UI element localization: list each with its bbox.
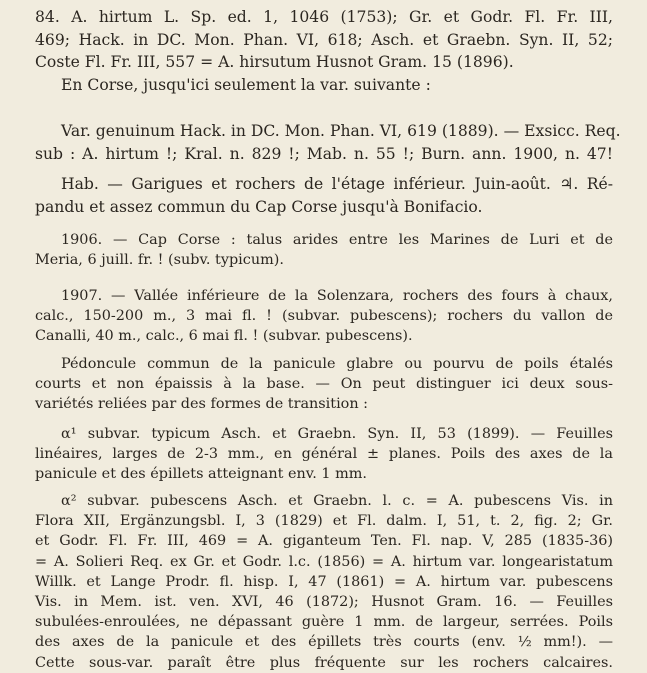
subvar-typicum [35, 424, 613, 485]
record-1907 [35, 286, 613, 347]
text-line: Var. genuinum Hack. in DC. Mon. Phan. VI, 619 (1889). — Exsicc. Req. [61, 122, 621, 140]
text-line: 1907. — Vallée inférieure de la Solenzara, rochers des fours à chaux, [61, 288, 613, 304]
text-line: = A. Solieri Req. ex Gr. et Godr. l.c. (1856) = A. hirtum var. longearistatum [35, 553, 613, 570]
habitat [35, 173, 613, 218]
text-line: Pédoncule commun de la panicule glabre ou pourvu de poils étalés [61, 356, 613, 372]
text-line: Coste Fl. Fr. III, 557 = A. hirsutum Husnot Gram. 15 (1896). [35, 53, 514, 71]
text-line: courts et non épaissis à la base. — On peut distinguer ici deux sous- [35, 376, 613, 393]
text-line: panicule et des épillets atteignant env. 1 mm. [35, 466, 367, 483]
record-1906 [35, 230, 613, 270]
text-line: Flora XII, Ergänzungsbl. I, 3 (1829) et Fl. dalm. I, 51, t. 2, fig. 2; Gr. [35, 513, 613, 530]
variety-genuinum [35, 120, 621, 165]
text-line: sub : A. hirtum !; Kral. n. 829 !; Mab. n. 55 !; Burn. ann. 1900, n. 47! [35, 144, 613, 163]
text-line: 469; Hack. in DC. Mon. Phan. VI, 618; Asch. et Graebn. Syn. II, 52; [35, 30, 613, 49]
text-line: Hab. — Garigues et rochers de l'étage inférieur. Juin-août. ♃. Ré- [61, 175, 613, 193]
text-line: En Corse, jusqu'ici seulement la var. suivante : [61, 75, 431, 94]
text-line: 84. A. hirtum L. Sp. ed. 1, 1046 (1753); Gr. et Godr. Fl. Fr. III, [35, 8, 613, 26]
peduncle-paragraph [35, 354, 613, 415]
text-line: subulées-enroulées, ne dépassant guère 1 mm. de largeur, serrées. Poils [35, 614, 613, 631]
species-entry [35, 6, 613, 96]
text-line: calc., 150-200 m., 3 mai fl. ! (subvar. pubescens); rochers du vallon de [35, 308, 613, 325]
subvar-pubescens [35, 491, 613, 673]
text-line: des axes de la panicule et des épillets très courts (env. ½ mm!). — [35, 634, 613, 651]
text-line: Vis. in Mem. ist. ven. XVI, 46 (1872); Husnot Gram. 16. — Feuilles [35, 594, 613, 611]
text-line: Cette sous-var. paraît être plus fréquente sur les rochers calcaires. [35, 654, 613, 671]
text-line: Canalli, 40 m., calc., 6 mai fl. ! (subvar. pubescens). [35, 328, 413, 345]
text-line: Meria, 6 juill. fr. ! (subv. typicum). [35, 252, 284, 269]
text-line: pandu et assez commun du Cap Corse jusqu'à Bonifacio. [35, 197, 483, 216]
text-line: Willk. et Lange Prodr. fl. hisp. I, 47 (1861) = A. hirtum var. pubescens [35, 573, 613, 590]
text-line: variétés reliées par des formes de transition : [35, 396, 369, 413]
text-line: α¹ subvar. typicum Asch. et Graebn. Syn. II, 53 (1899). — Feuilles [61, 426, 613, 442]
text-line: 1906. — Cap Corse : talus arides entre les Marines de Luri et de [61, 232, 613, 248]
text-line: α² subvar. pubescens Asch. et Graebn. l. c. = A. pubescens Vis. in [61, 493, 613, 509]
text-line: et Godr. Fl. Fr. III, 469 = A. giganteum Ten. Fl. nap. V, 285 (1835-36) [35, 533, 613, 550]
text-line: linéaires, larges de 2-3 mm., en général ± planes. Poils des axes de la [35, 446, 613, 463]
